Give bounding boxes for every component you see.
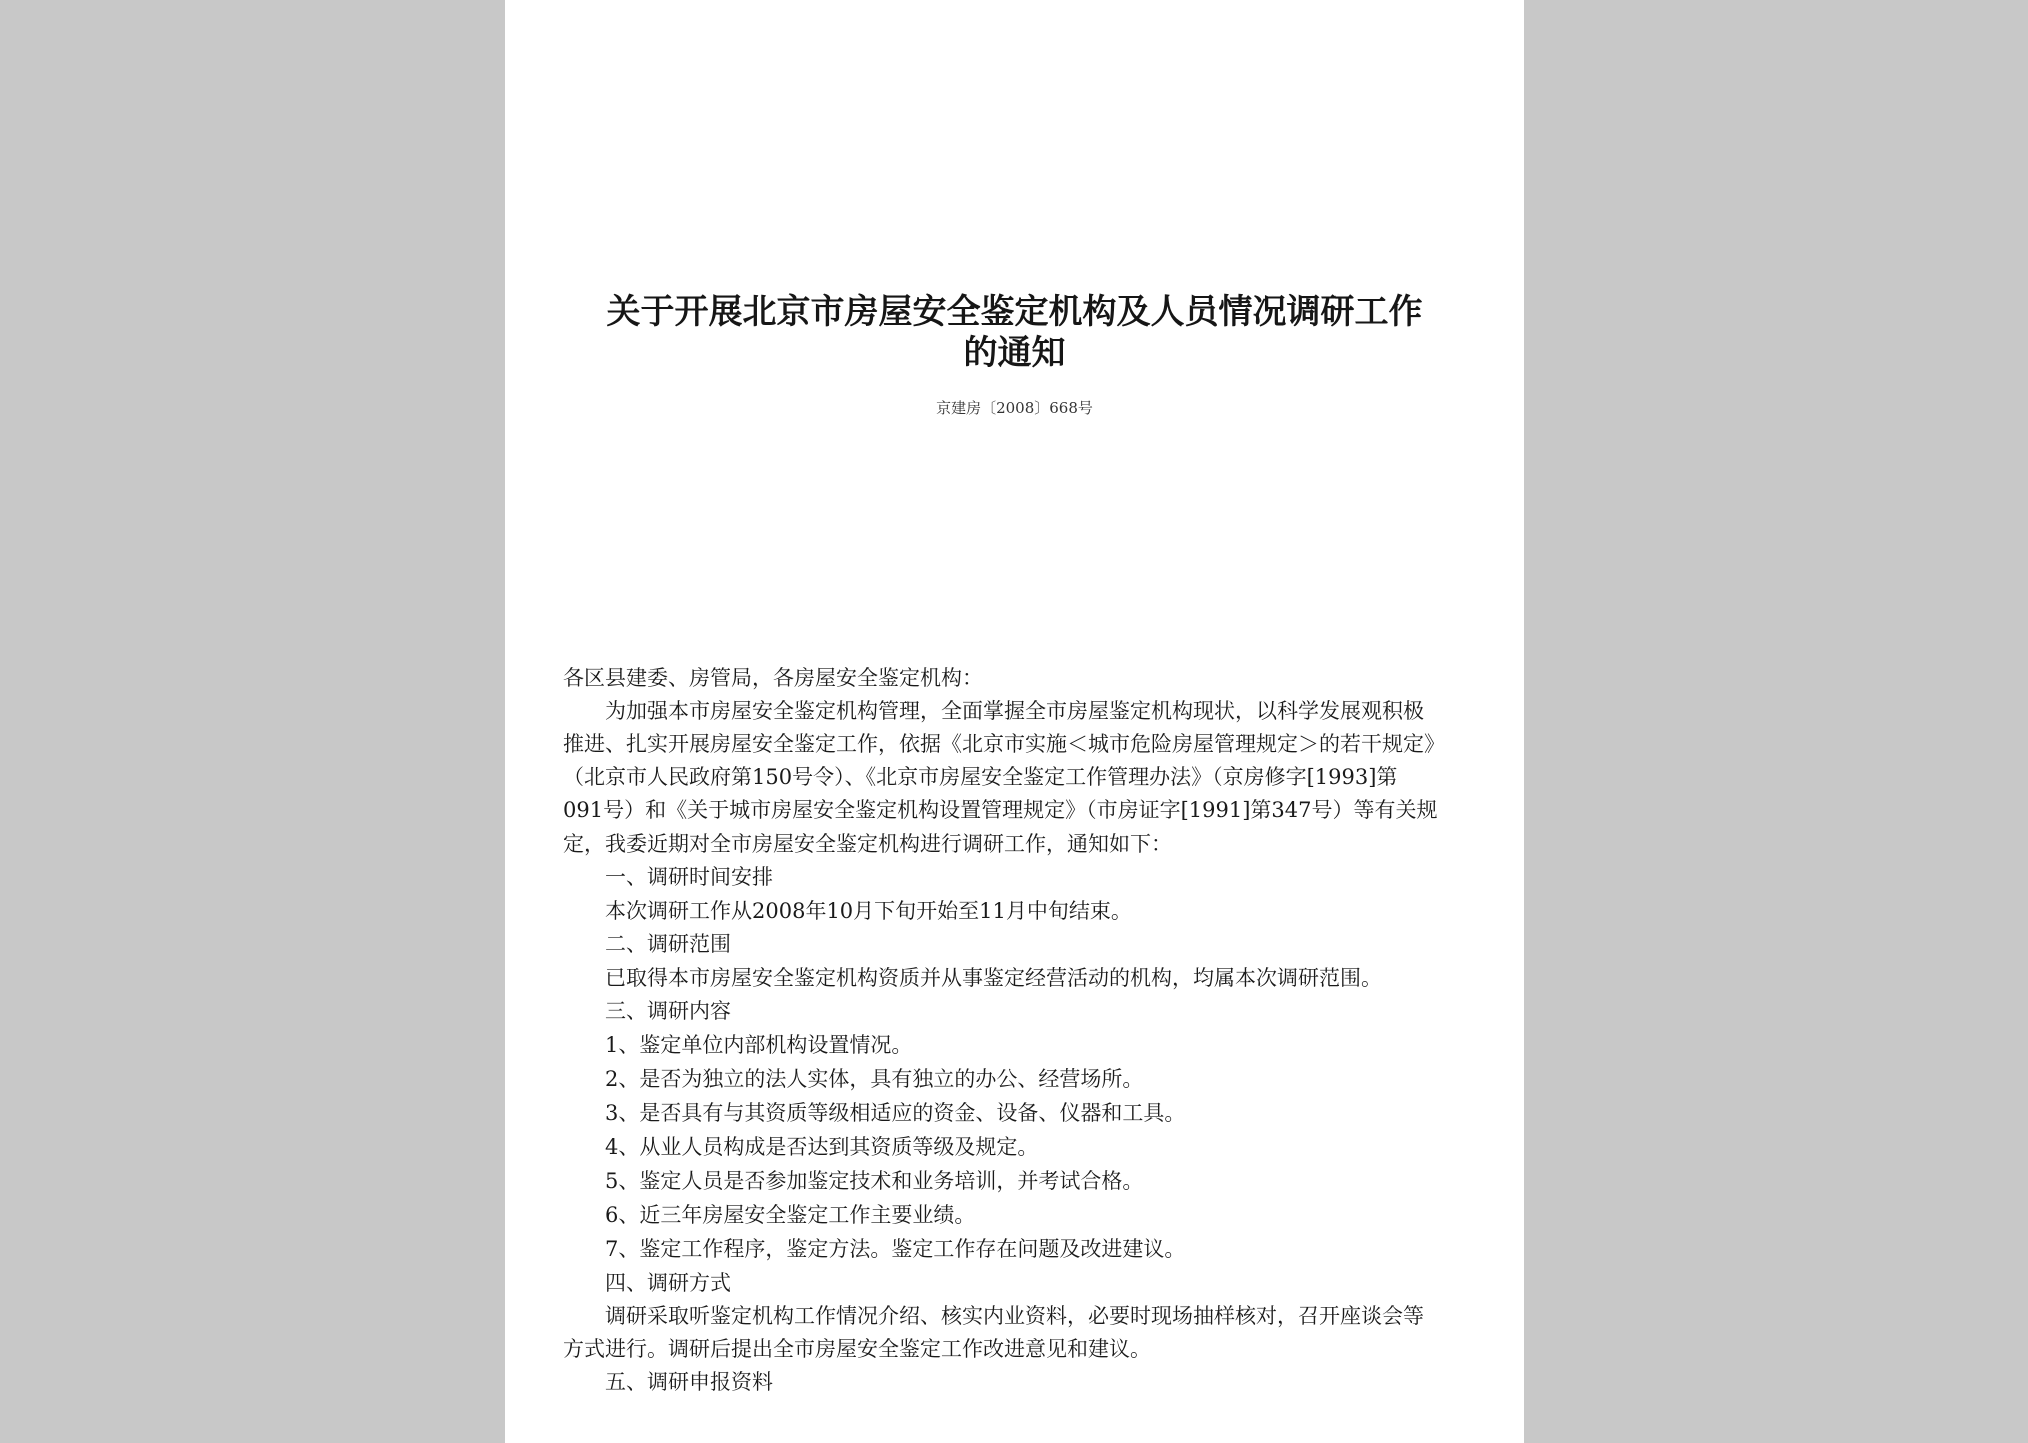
section-3-item-1: 1、鉴定单位内部机构设置情况。 <box>605 1033 913 1057</box>
section-3-item-4: 4、从业人员构成是否达到其资质等级及规定。 <box>605 1135 1039 1159</box>
section-4-text-line-1: 调研采取听鉴定机构工作情况介绍、核实内业资料，必要时现场抽样核对，召开座谈会等 <box>605 1304 1424 1328</box>
section-3-item-5: 5、鉴定人员是否参加鉴定技术和业务培训，并考试合格。 <box>605 1169 1144 1193</box>
document-page <box>505 0 1524 1443</box>
section-3-item-2: 2、是否为独立的法人实体，具有独立的办公、经营场所。 <box>605 1067 1144 1091</box>
section-4-heading: 四、调研方式 <box>605 1271 731 1295</box>
section-3-item-3: 3、是否具有与其资质等级相适应的资金、设备、仪器和工具。 <box>605 1101 1186 1125</box>
intro-line-1: 为加强本市房屋安全鉴定机构管理，全面掌握全市房屋鉴定机构现状，以科学发展观积极 <box>605 699 1424 723</box>
section-2-text: 已取得本市房屋安全鉴定机构资质并从事鉴定经营活动的机构，均属本次调研范围。 <box>605 966 1382 990</box>
section-3-item-7: 7、鉴定工作程序，鉴定方法。鉴定工作存在问题及改进建议。 <box>605 1237 1186 1261</box>
section-5-heading: 五、调研申报资料 <box>605 1370 773 1394</box>
section-1-text: 本次调研工作从2008年10月下旬开始至11月中旬结束。 <box>605 899 1132 923</box>
document-number: 京建房〔2008〕668号 <box>936 399 1093 417</box>
section-4-text-line-2: 方式进行。调研后提出全市房屋安全鉴定工作改进意见和建议。 <box>563 1337 1151 1361</box>
section-3-heading: 三、调研内容 <box>605 999 731 1023</box>
intro-line-2: 推进、扎实开展房屋安全鉴定工作，依据《北京市实施＜城市危险房屋管理规定＞的若干规定》 <box>563 732 1445 756</box>
intro-line-3: （北京市人民政府第150号令）、《北京市房屋安全鉴定工作管理办法》（京房修字[1993]第 <box>563 765 1398 789</box>
section-1-heading: 一、调研时间安排 <box>605 865 773 889</box>
salutation: 各区县建委、房管局，各房屋安全鉴定机构： <box>563 666 983 690</box>
document-title-line-2: 的通知 <box>963 333 1066 373</box>
intro-line-4: 091号）和《关于城市房屋安全鉴定机构设置管理规定》（市房证字[1991]第347号）等有关规 <box>563 798 1438 822</box>
document-title-line-1: 关于开展北京市房屋安全鉴定机构及人员情况调研工作 <box>606 292 1423 332</box>
section-3-item-6: 6、近三年房屋安全鉴定工作主要业绩。 <box>605 1203 976 1227</box>
section-2-heading: 二、调研范围 <box>605 932 731 956</box>
intro-line-5: 定，我委近期对全市房屋安全鉴定机构进行调研工作，通知如下： <box>563 832 1172 856</box>
